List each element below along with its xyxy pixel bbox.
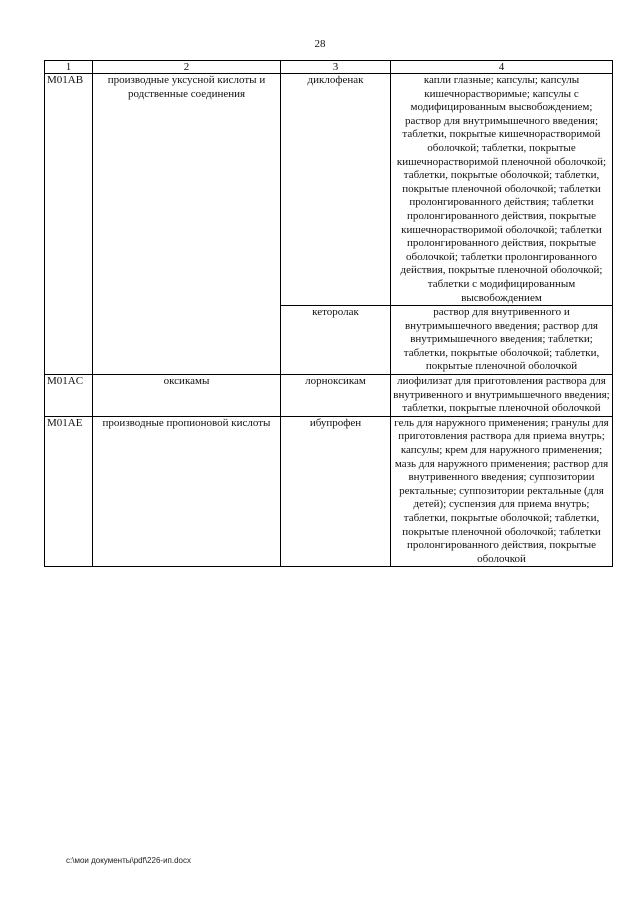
group-name: производные уксусной кислоты и родственные соединения: [93, 74, 281, 375]
dosage-forms: лиофилизат для приготовления раствора для внутривенного и внутримышечного введения; таблетки, покрытые пленочной оболочкой: [391, 375, 613, 417]
drug-table: [44, 60, 613, 567]
drug-name: ибупрофен: [281, 416, 391, 567]
header-col-2: 2: [93, 61, 281, 74]
header-col-4: 4: [391, 61, 613, 74]
atc-code: M01AE: [45, 416, 93, 567]
group-name: производные пропионовой кислоты: [93, 416, 281, 567]
header-row: [45, 61, 613, 74]
table-row: [45, 74, 613, 306]
file-path-footer: c:\мои документы\pdf\226-ип.docx: [66, 856, 191, 865]
drug-name: лорноксикам: [281, 375, 391, 417]
page-number: 28: [314, 38, 326, 50]
atc-code: M01AC: [45, 375, 93, 417]
header-col-1: 1: [45, 61, 93, 74]
drug-name: кеторолак: [281, 306, 391, 375]
dosage-forms: раствор для внутривенного и внутримышечного введения; раствор для внутримышечного введения; таблетки; таблетки, покрытые оболочкой; таблетки, покрытые пленочной оболочкой: [391, 306, 613, 375]
header-col-3: 3: [281, 61, 391, 74]
group-name: оксикамы: [93, 375, 281, 417]
drug-name: диклофенак: [281, 74, 391, 306]
atc-code: M01AB: [45, 74, 93, 375]
table-row: [45, 375, 613, 417]
dosage-forms: капли глазные; капсулы; капсулы кишечнорастворимые; капсулы с модифицированным высвобождением; раствор для внутримышечного введения; таблетки, покрытые кишечнорастворимой оболочкой; таблетки, покрытые кишечнорастворимой пленочной оболочкой; таблетки, покрытые оболочкой; таблетки, покрытые пленочной оболочкой; таблетки пролонгированного действия; таблетки пролонгированного действия, покрытые кишечнорастворимой оболочкой; таблетки пролонгированного действия, покрытые оболочкой; таблетки пролонгированного действия, покрытые пленочной оболочкой; таблетки с модифицированным высвобождением: [391, 74, 613, 306]
table-row: [45, 416, 613, 567]
dosage-forms: гель для наружного применения; гранулы для приготовления раствора для приема внутрь; капсулы; крем для наружного применения; мазь для наружного применения; раствор для внутривенного введения; суппозитории ректальные; суппозитории ректальные (для детей); суспензия для приема внутрь; таблетки, покрытые оболочкой; таблетки, покрытые пленочной оболочкой; таблетки пролонгированного действия, покрытые оболочкой: [391, 416, 613, 567]
